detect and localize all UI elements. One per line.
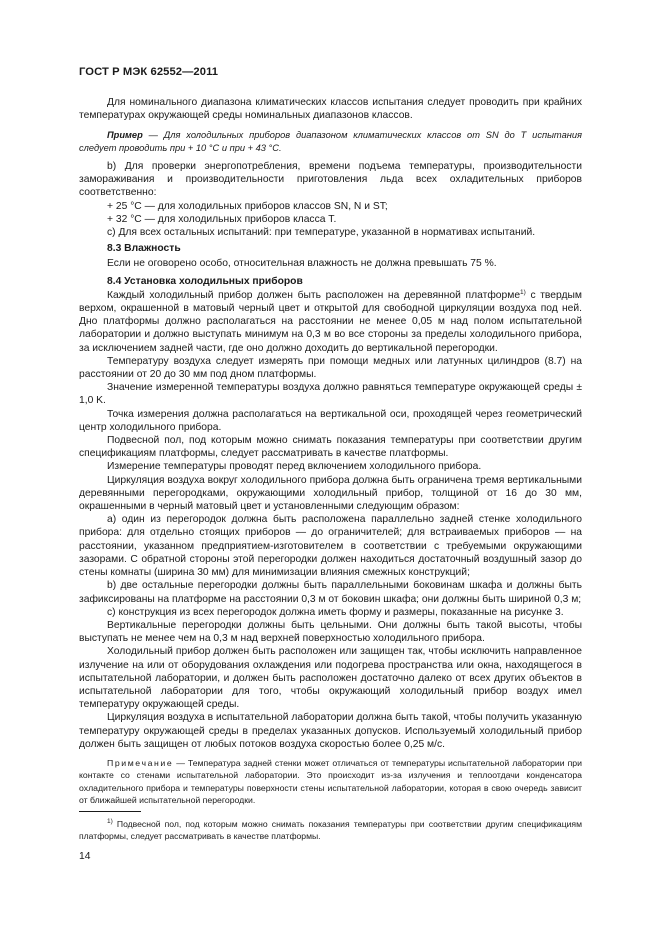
example-block [79, 129, 582, 154]
footnote-text: Подвесной пол, под которым можно снимать показания температуры при соответствии другим спецификациям платформы, следует рассматривать в качестве платформы. [79, 819, 582, 842]
footnote-divider [79, 811, 141, 812]
paragraph-partition-c: c) конструкция из всех перегородок должна иметь форму и размеры, показанные на рисунке 3. [107, 606, 564, 618]
paragraph-measurement-point: Точка измерения должна располагаться на вертикальной оси, проходящей через геометрический центр холодильного прибора. [79, 408, 582, 433]
example-text: — Для холодильных приборов диапазоном климатических классов от SN до Т испытания следует проводить при + 10 °С и при + 43 °С. [79, 130, 582, 153]
paragraph-nominal-range: Для номинального диапазона климатических классов испытания следует проводить при крайних температурах окружающей среды номинальных диапазонов классов. [79, 97, 582, 122]
paragraph-measured-value: Значение измеренной температуры воздуха должно равняться температуре окружающей среды ± 1,0 K. [79, 382, 582, 407]
paragraph-vertical-partitions: Вертикальные перегородки должны быть цельными. Они должны быть такой высоты, чтобы выступать не менее чем на 0,3 м над верхней поверхностью холодильного прибора. [79, 619, 582, 645]
paragraph-humidity: Если не оговорено особо, относительная влажность не должна превышать 75 %. [107, 258, 497, 270]
section-heading-8-3: 8.3 Влажность [107, 243, 181, 255]
paragraph-partition-a: a) один из перегородок должна быть расположена параллельно задней стенке холодильного прибора: для отдельно стоящих приборов — до ограничителей; для встраиваемых приборов — на расстоянии, указанном предприятием-изготовителем в соответствии с требуемыми окружающими зазорами. С обратной стороны этой перегородки должен находиться достаточный воздушный зазор до стены комнаты (ширина 30 мм) для минимизации влияния смежных конструкций; [79, 514, 582, 579]
section-heading-8-4: 8.4 Установка холодильных приборов [107, 275, 303, 287]
note-block [79, 757, 582, 807]
note-text: — Температура задней стенки может отличаться от температуры испытательной лаборатории при контакте со стенами испытательной лаборатории. Это происходит из-за излучения и теплоотдачи конденсатора охладительного прибора и температуры поверхности стены испытательной лаборатории, которая в свою очередь зависит от ближайшей испытательной перегородки. [79, 757, 582, 806]
paragraph-air-temperature: Температуру воздуха следует измерять при помощи медных или латунных цилиндров (8.7) на расстоянии от 20 до 30 мм под дном платформы. [79, 355, 582, 381]
footnote-marker: 1) [107, 818, 113, 825]
paragraph-partition-b: b) две остальные перегородки должны быть параллельными боковинам шкафа и должны быть зафиксированы на платформе на расстоянии 0,3 м от боковин шкафа; они должны быть шириной 0,3 м; [79, 580, 582, 605]
list-item-25c: + 25 °С — для холодильных приборов классов SN, N и ST; [107, 200, 388, 212]
paragraph-partitions: Циркуляция воздуха вокруг холодильного прибора должна быть ограничена тремя вертикальными деревянными перегородками, окружающими холодильный прибор, толщиной от 16 до 30 мм, окрашенными в черный матовый цвет и установленными следующим образом: [79, 474, 582, 513]
document-body [79, 96, 582, 807]
paragraph-platform-start: Каждый холодильный прибор должен быть расположен на деревянной платформе [107, 289, 521, 301]
paragraph-item-b: b) Для проверки энергопотребления, времени подъема температуры, производительности замораживания и производительности приготовления льда всех охладительных приборов соответственно: [79, 161, 582, 199]
footnote-ref: 1) [520, 288, 526, 296]
paragraph-air-circulation: Циркуляция воздуха в испытательной лаборатории должна быть такой, чтобы получить указанную температуру окружающей среды в пределах указанных допусков. Используемый холодильный прибор должен быть защищен от любых потоков воздуха скоростью более 0,25 м/с. [79, 712, 582, 750]
paragraph-measure-before: Измерение температуры проводят перед включением холодильного прибора. [107, 461, 482, 473]
example-label: Пример [107, 130, 143, 141]
paragraph-platform [79, 289, 582, 355]
document-header: ГОСТ Р МЭК 62552—2011 [79, 66, 219, 78]
note-label: Примечание [107, 757, 174, 768]
paragraph-radiation: Холодильный прибор должен быть расположен или защищен так, чтобы исключить направленное излучение на или от оборудования охлаждения или подогрева пространства или окна, находящегося в испытательной лаборатории, и должен быть расположен достаточно далеко от всех других объектов в испытательной лаборатории для того, чтобы окружающий холодильный прибор воздух имел температуру окружающей среды. [79, 646, 582, 711]
page-number: 14 [79, 851, 91, 862]
paragraph-suspended-floor: Подвесной пол, под которым можно снимать показания температуры при соответствии другим спецификациям платформы, следует рассматривать в качестве платформы. [79, 435, 582, 460]
footnote [79, 818, 582, 843]
paragraph-item-c: c) Для всех остальных испытаний: при температуре, указанной в нормативах испытаний. [107, 227, 536, 239]
list-item-32c: + 32 °С — для холодильных приборов класса Т. [107, 213, 337, 225]
paragraph-platform-end: с твердым верхом, окрашенной в матовый черный цвет и открытой для свободной циркуляции воздуха под ней. Дно платформы должно располагаться на расстоянии не менее 0,05 м над полом испытательной лаборатории и должно выступать минимум на 0,3 м во все стороны за пределы холодильного прибора, за исключением задней части, где оно должно доходить до вертикальной перегородки. [79, 289, 582, 354]
